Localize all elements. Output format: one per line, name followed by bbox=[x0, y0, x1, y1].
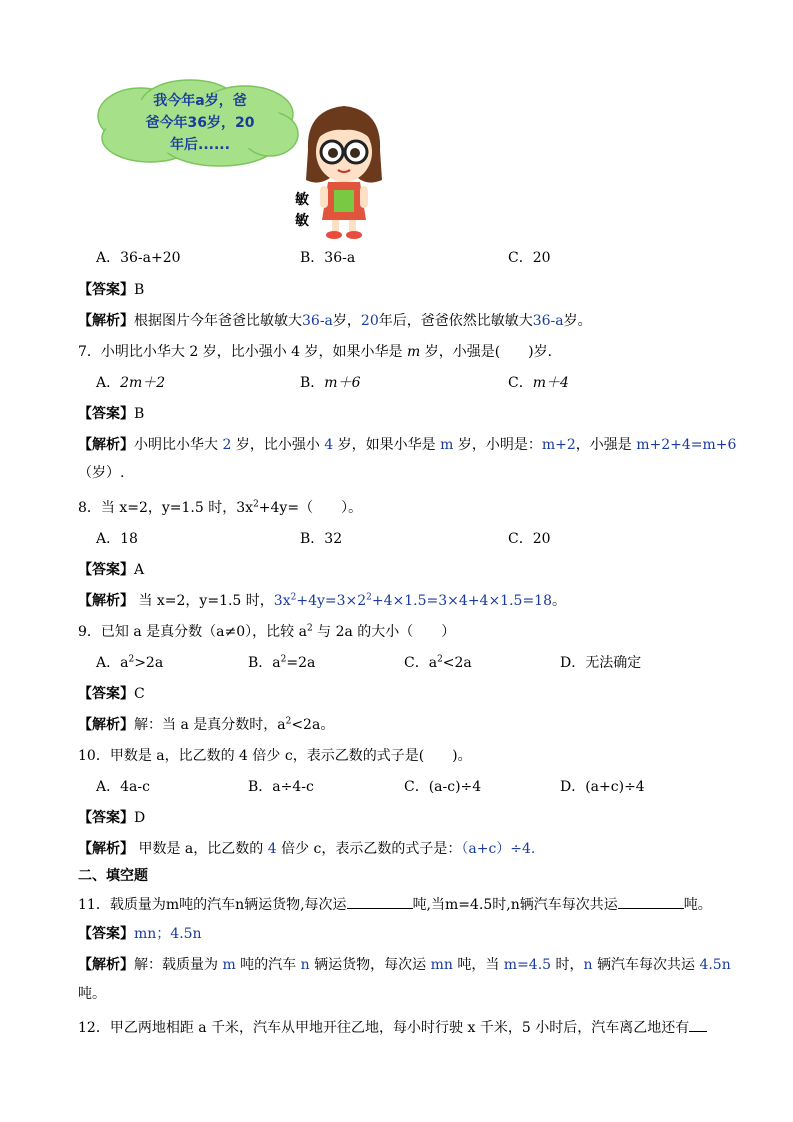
q6-answer bbox=[78, 280, 144, 300]
option-text: B．a bbox=[248, 655, 281, 671]
analysis-value: m+2+4=m+6 bbox=[636, 437, 737, 453]
analysis-text: 辆运货物，每次运 bbox=[309, 957, 431, 973]
q6-option-b: B．36-a bbox=[300, 250, 356, 266]
option-text: D．无法确定 bbox=[560, 655, 642, 671]
analysis-value: 36-a bbox=[302, 313, 333, 329]
q7-answer bbox=[78, 404, 144, 424]
character-name bbox=[295, 190, 313, 232]
analysis-text: 辆汽车每次共运 bbox=[592, 957, 700, 973]
q7-analysis bbox=[78, 435, 736, 455]
option-expr: m＋4 bbox=[532, 375, 569, 391]
q6-option-a: A．36-a+20 bbox=[96, 250, 181, 266]
analysis-exponent: 2 bbox=[290, 592, 297, 603]
q9-option-a bbox=[96, 653, 163, 673]
answer-tag: 【答案】 bbox=[78, 686, 134, 702]
analysis-value: 2 bbox=[222, 437, 232, 453]
q10-option-a: A．4a-c bbox=[96, 779, 150, 795]
q11-stem bbox=[78, 893, 712, 915]
answer-value: mn；4.5n bbox=[134, 926, 202, 942]
analysis-text: 岁，如果小华是 bbox=[333, 437, 441, 453]
q10-option-b: B．a÷4-c bbox=[248, 779, 314, 795]
answer-tag: 【答案】 bbox=[78, 926, 134, 942]
stem-text: 与 2a 的大小（ ） bbox=[312, 624, 456, 640]
answer-value: C bbox=[134, 686, 145, 702]
option-text: >2a bbox=[134, 655, 164, 671]
q12-stem bbox=[78, 1016, 707, 1038]
q9-answer bbox=[78, 684, 145, 704]
analysis-value: 36-a bbox=[532, 313, 564, 329]
analysis-text: 小明比小华大 bbox=[134, 437, 223, 453]
stem-text: 吨,当m=4.5时,n辆汽车每次共运 bbox=[412, 897, 618, 913]
analysis-value: 4 bbox=[267, 841, 277, 857]
q10-analysis bbox=[78, 839, 535, 859]
analysis-text: 甲数是 a，比乙数的 bbox=[134, 841, 268, 857]
option-label: A． bbox=[96, 375, 121, 391]
analysis-text: <2a。 bbox=[291, 717, 335, 733]
analysis-tag: 【解析】 bbox=[78, 841, 134, 857]
analysis-tag: 【解析】 bbox=[78, 593, 134, 609]
analysis-text: 当 x=2，y=1.5 时， bbox=[134, 593, 274, 609]
option-text: C．a bbox=[404, 655, 438, 671]
option-text: =2a bbox=[286, 655, 316, 671]
option-exponent: 2 bbox=[437, 654, 443, 665]
q10-stem: 10．甲数是 a，比乙数的 4 倍少 c，表示乙数的式子是( )。 bbox=[78, 748, 472, 764]
analysis-value: 4 bbox=[324, 437, 334, 453]
answer-blank bbox=[689, 1016, 707, 1032]
analysis-text: 吨的汽车 bbox=[235, 957, 301, 973]
name-char: 敏 bbox=[295, 213, 309, 229]
speech-line: 我今年a岁，爸 bbox=[153, 93, 247, 109]
q9-option-c bbox=[404, 653, 472, 673]
option-text: <2a bbox=[442, 655, 472, 671]
option-label: B． bbox=[300, 375, 325, 391]
q7-option-a bbox=[96, 373, 165, 393]
q10-option-c: C．(a-c)÷4 bbox=[404, 779, 482, 795]
analysis-text: ，小强是 bbox=[575, 437, 637, 453]
analysis-text: 倍少 c，表示乙数的式子是： bbox=[276, 841, 462, 857]
analysis-value: n bbox=[583, 957, 593, 973]
analysis-exponent: 2 bbox=[285, 716, 292, 727]
q11-answer bbox=[78, 924, 202, 944]
stem-text: 岁，小强是( )岁． bbox=[420, 344, 562, 360]
analysis-tag: 【解析】 bbox=[78, 957, 134, 973]
analysis-text: 岁，比小强小 bbox=[231, 437, 325, 453]
q11-analysis-cont: 吨。 bbox=[78, 986, 106, 1002]
analysis-value: 4.5n bbox=[699, 957, 731, 973]
analysis-value: m+2 bbox=[541, 437, 576, 453]
analysis-value: m bbox=[222, 957, 236, 973]
speech-line: 年后...... bbox=[170, 137, 230, 153]
analysis-tag: 【解析】 bbox=[78, 313, 134, 329]
analysis-text: 岁。 bbox=[563, 313, 592, 329]
q10-option-d: D．(a+c)÷4 bbox=[560, 779, 645, 795]
analysis-value: m bbox=[440, 437, 454, 453]
analysis-tag: 【解析】 bbox=[78, 437, 134, 453]
q6-option-c: C．20 bbox=[508, 250, 551, 266]
answer-value: D bbox=[134, 810, 146, 826]
analysis-value: （a+c）÷4. bbox=[461, 841, 536, 857]
option-exponent: 2 bbox=[128, 654, 135, 665]
q7-option-b bbox=[300, 373, 360, 393]
q9-option-d bbox=[560, 653, 641, 673]
q8-option-a: A．18 bbox=[96, 531, 138, 547]
section-title: 二、填空题 bbox=[78, 868, 148, 884]
q8-analysis bbox=[78, 591, 566, 611]
answer-value: B bbox=[134, 406, 145, 422]
stem-exponent: 2 bbox=[306, 623, 313, 634]
q8-answer bbox=[78, 560, 144, 580]
stem-text: 9．已知 a 是真分数（a≠0），比较 a bbox=[78, 624, 307, 640]
stem-exponent: 2 bbox=[253, 499, 259, 510]
option-label: C． bbox=[508, 375, 533, 391]
analysis-value: 20 bbox=[360, 313, 379, 329]
answer-value: A bbox=[134, 562, 145, 578]
option-expr: m＋6 bbox=[324, 375, 361, 391]
answer-blank bbox=[347, 893, 413, 909]
analysis-tag: 【解析】 bbox=[78, 717, 134, 733]
analysis-value: +4y=3×2 bbox=[296, 593, 367, 609]
name-char: 敏 bbox=[295, 192, 309, 208]
analysis-text: 根据图片今年爸爸比敏敏大 bbox=[134, 313, 302, 329]
q7-analysis-cont: （岁）. bbox=[78, 465, 125, 481]
analysis-text: 岁， bbox=[332, 313, 361, 329]
speech-text bbox=[120, 90, 280, 156]
analysis-text: 吨，当 bbox=[452, 957, 504, 973]
q8-stem bbox=[78, 498, 362, 518]
stem-variable: m bbox=[406, 344, 421, 360]
q9-option-b bbox=[248, 653, 315, 673]
q7-stem bbox=[78, 342, 562, 362]
answer-tag: 【答案】 bbox=[78, 562, 134, 578]
analysis-text: 解：当 a 是真分数时，a bbox=[134, 717, 286, 733]
q8-option-c: C．20 bbox=[508, 531, 551, 547]
answer-tag: 【答案】 bbox=[78, 406, 134, 422]
answer-tag: 【答案】 bbox=[78, 282, 134, 298]
stem-text: 8．当 x=2，y=1.5 时，3x bbox=[78, 500, 254, 516]
analysis-text: 解：载质量为 bbox=[134, 957, 223, 973]
analysis-text: 时， bbox=[551, 957, 584, 973]
stem-text: 7．小明比小华大 2 岁，比小强小 4 岁，如果小华是 bbox=[78, 344, 407, 360]
stem-text: +4y=（ ）。 bbox=[258, 500, 363, 516]
analysis-text: 年后，爸爸依然比敏敏大 bbox=[378, 313, 533, 329]
analysis-value: m=4.5 bbox=[503, 957, 552, 973]
q8-option-b: B．32 bbox=[300, 531, 343, 547]
q10-answer bbox=[78, 808, 145, 828]
answer-blank bbox=[618, 893, 684, 909]
analysis-value: n bbox=[300, 957, 310, 973]
stem-text: 11．载质量为m吨的汽车n辆运货物,每次运 bbox=[78, 897, 347, 913]
option-expr: 2m＋2 bbox=[120, 375, 166, 391]
speech-bubble bbox=[90, 78, 302, 170]
analysis-value: mn bbox=[430, 957, 453, 973]
answer-tag: 【答案】 bbox=[78, 810, 134, 826]
option-text: A．a bbox=[96, 655, 129, 671]
stem-text: 吨。 bbox=[683, 897, 712, 913]
speech-line: 爸今年36岁，20 bbox=[145, 115, 255, 131]
stem-text: 12．甲乙两地相距 a 千米，汽车从甲地开往乙地，每小时行驶 x 千米，5 小时后，汽车离乙地还有 bbox=[78, 1020, 690, 1036]
q9-analysis bbox=[78, 715, 334, 735]
q11-analysis bbox=[78, 955, 731, 975]
analysis-text: 岁，小明是： bbox=[453, 437, 542, 453]
analysis-value: 3x bbox=[273, 593, 291, 609]
answer-value: B bbox=[134, 282, 145, 298]
q6-analysis bbox=[78, 311, 592, 331]
q7-option-c bbox=[508, 373, 569, 393]
q9-stem bbox=[78, 622, 455, 642]
analysis-exponent: 2 bbox=[366, 592, 372, 603]
analysis-value: +4×1.5=3×4+4×1.5=18 bbox=[371, 593, 552, 609]
analysis-text: 。 bbox=[552, 593, 566, 609]
option-exponent: 2 bbox=[280, 654, 287, 665]
